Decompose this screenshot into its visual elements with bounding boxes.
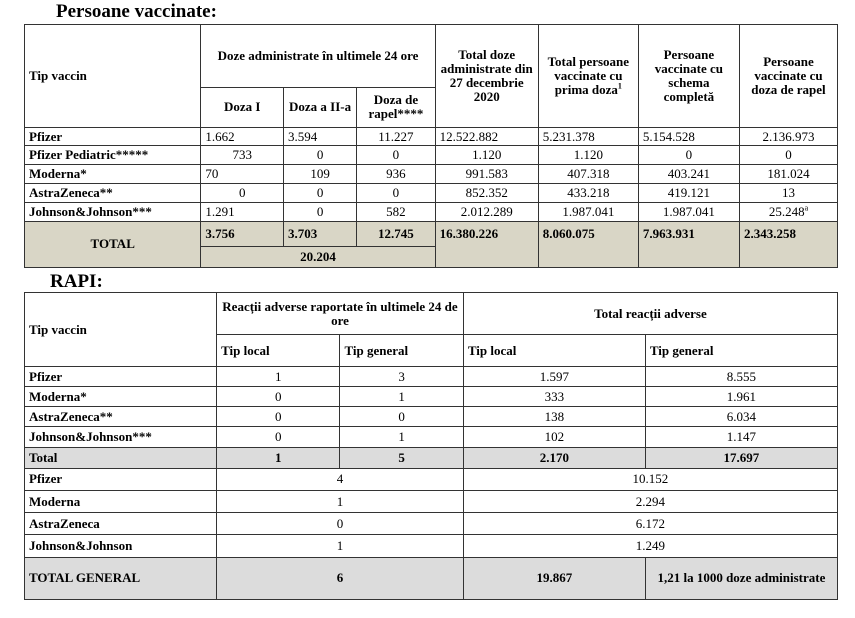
vaccine-name: AstraZeneca** bbox=[25, 184, 201, 203]
cell-prima: 407.318 bbox=[538, 165, 638, 184]
cell-local-total: 1.597 bbox=[463, 367, 645, 387]
total-schema: 7.963.931 bbox=[638, 221, 739, 267]
cell-rapel: 0 bbox=[357, 184, 435, 203]
total-general-total: 17.697 bbox=[645, 447, 837, 468]
total-row bbox=[25, 221, 838, 246]
cell-doza1: 733 bbox=[201, 146, 284, 165]
cell-rapel: 936 bbox=[357, 165, 435, 184]
header-doza-1: Doza I bbox=[201, 87, 284, 127]
cell-schema: 403.241 bbox=[638, 165, 739, 184]
cell-general-total: 1.147 bbox=[645, 427, 837, 447]
cell-local-total: 333 bbox=[463, 387, 645, 407]
vaccine-name: Pfizer bbox=[25, 367, 217, 387]
cell-prima: 1.120 bbox=[538, 146, 638, 165]
cell-general-total: 6.034 bbox=[645, 407, 837, 427]
cell-doza2: 0 bbox=[283, 184, 356, 203]
table-row bbox=[25, 427, 838, 447]
header-doza-2: Doza a II-a bbox=[283, 87, 356, 127]
summary-row bbox=[25, 513, 838, 535]
table-row bbox=[25, 146, 838, 165]
cell-doza2: 0 bbox=[283, 203, 356, 222]
cell-prima: 1.987.041 bbox=[538, 203, 638, 222]
cell-local-24h: 0 bbox=[217, 407, 340, 427]
cell-doza1: 1.662 bbox=[201, 127, 284, 146]
cell-doza1: 70 bbox=[201, 165, 284, 184]
table-row bbox=[25, 184, 838, 203]
cell-total: 2.012.289 bbox=[435, 203, 538, 222]
cell-rapel-total: 2.136.973 bbox=[739, 127, 837, 146]
cell-general-total: 1.961 bbox=[645, 387, 837, 407]
cell-prima: 5.231.378 bbox=[538, 127, 638, 146]
vaccine-name: Moderna* bbox=[25, 165, 201, 184]
vaccine-name: Pfizer bbox=[25, 127, 201, 146]
total-label: TOTAL bbox=[25, 221, 201, 267]
table-row bbox=[25, 387, 838, 407]
table-row bbox=[25, 203, 838, 222]
header-tip-vaccin-rapi: Tip vaccin bbox=[25, 293, 217, 367]
rapi-table bbox=[24, 292, 838, 600]
total-general-24h: 5 bbox=[340, 447, 463, 468]
cell-schema: 1.987.041 bbox=[638, 203, 739, 222]
total-row bbox=[25, 447, 838, 468]
cell-doza2: 0 bbox=[283, 146, 356, 165]
header-tip-local-24h: Tip local bbox=[217, 335, 340, 367]
cell-doza1: 0 bbox=[201, 184, 284, 203]
vaccine-name: Johnson&Johnson*** bbox=[25, 427, 217, 447]
vaccine-name: AstraZeneca bbox=[25, 513, 217, 535]
cell-total: 12.522.882 bbox=[435, 127, 538, 146]
cell-doza2: 109 bbox=[283, 165, 356, 184]
total-24h-sum: 20.204 bbox=[201, 246, 435, 267]
vaccine-name: Pfizer bbox=[25, 468, 217, 490]
cell-local-24h: 1 bbox=[217, 367, 340, 387]
cell-rapel-total: 181.024 bbox=[739, 165, 837, 184]
cell-reactii-24h: 0 bbox=[217, 513, 464, 535]
header-schema-completa: Persoane vaccinate cu schema completă bbox=[638, 25, 739, 128]
cell-prima: 433.218 bbox=[538, 184, 638, 203]
table-row bbox=[25, 407, 838, 427]
cell-local-24h: 0 bbox=[217, 427, 340, 447]
header-tip-general-total: Tip general bbox=[645, 335, 837, 367]
summary-row bbox=[25, 468, 838, 490]
cell-rapel-total: 13 bbox=[739, 184, 837, 203]
cell-rapel: 11.227 bbox=[357, 127, 435, 146]
cell-reactii-24h: 1 bbox=[217, 490, 464, 512]
cell-total: 852.352 bbox=[435, 184, 538, 203]
cell-local-24h: 0 bbox=[217, 387, 340, 407]
table-row bbox=[25, 165, 838, 184]
table-row bbox=[25, 367, 838, 387]
table-row bbox=[25, 127, 838, 146]
vaccine-name: Johnson&Johnson*** bbox=[25, 203, 201, 222]
vaccine-name: AstraZeneca** bbox=[25, 407, 217, 427]
header-total-reactii: Total reacții adverse bbox=[463, 293, 837, 335]
cell-rapel: 0 bbox=[357, 146, 435, 165]
cell-schema: 0 bbox=[638, 146, 739, 165]
total-local-total: 2.170 bbox=[463, 447, 645, 468]
cell-total: 1.120 bbox=[435, 146, 538, 165]
header-reactii-24h: Reacții adverse raportate în ultimele 24 de ore bbox=[217, 293, 464, 335]
header-doze-24h: Doze administrate în ultimele 24 ore bbox=[201, 25, 435, 88]
total-rapel: 12.745 bbox=[357, 221, 435, 246]
cell-general-total: 8.555 bbox=[645, 367, 837, 387]
total-label: Total bbox=[25, 447, 217, 468]
header-rapel-24h: Doza de rapel**** bbox=[357, 87, 435, 127]
cell-reactii-total: 10.152 bbox=[463, 468, 837, 490]
header-total-doze: Total doze administrate din 27 decembrie 2020 bbox=[435, 25, 538, 128]
header-tip-vaccin: Tip vaccin bbox=[25, 25, 201, 128]
total-doze: 16.380.226 bbox=[435, 221, 538, 267]
section-title-rapi: RAPI: bbox=[50, 271, 103, 292]
total-doza1: 3.756 bbox=[201, 221, 284, 246]
cell-reactii-total: 1.249 bbox=[463, 535, 837, 557]
cell-reactii-total: 2.294 bbox=[463, 490, 837, 512]
total-general-rate: 1,21 la 1000 doze administrate bbox=[645, 557, 837, 599]
cell-general-24h: 1 bbox=[340, 387, 463, 407]
cell-total: 991.583 bbox=[435, 165, 538, 184]
section-title-vaccinati: Persoane vaccinate: bbox=[56, 1, 217, 22]
vaccine-name: Moderna bbox=[25, 490, 217, 512]
summary-row bbox=[25, 490, 838, 512]
cell-local-total: 102 bbox=[463, 427, 645, 447]
cell-rapel: 582 bbox=[357, 203, 435, 222]
cell-local-total: 138 bbox=[463, 407, 645, 427]
cell-reactii-24h: 1 bbox=[217, 535, 464, 557]
cell-reactii-total: 6.172 bbox=[463, 513, 837, 535]
header-prima-doza: Total persoane vaccinate cu prima doza$^1$ bbox=[538, 25, 638, 128]
cell-schema: 5.154.528 bbox=[638, 127, 739, 146]
total-doza2: 3.703 bbox=[283, 221, 356, 246]
cell-rapel-total: 0 bbox=[739, 146, 837, 165]
total-general-row bbox=[25, 557, 838, 599]
total-prima: 8.060.075 bbox=[538, 221, 638, 267]
total-general-24h: 6 bbox=[217, 557, 464, 599]
header-doza-rapel: Persoane vaccinate cu doza de rapel bbox=[739, 25, 837, 128]
total-general-label: TOTAL GENERAL bbox=[25, 557, 217, 599]
cell-schema: 419.121 bbox=[638, 184, 739, 203]
vaccine-name: Johnson&Johnson bbox=[25, 535, 217, 557]
cell-rapel-total: 25.248$^a$ bbox=[739, 203, 837, 222]
cell-general-24h: 3 bbox=[340, 367, 463, 387]
vaccination-table bbox=[24, 24, 838, 268]
vaccine-name: Pfizer Pediatric***** bbox=[25, 146, 201, 165]
header-tip-local-total: Tip local bbox=[463, 335, 645, 367]
total-rapel-persoane: 2.343.258 bbox=[739, 221, 837, 267]
total-general-total: 19.867 bbox=[463, 557, 645, 599]
summary-row bbox=[25, 535, 838, 557]
total-local-24h: 1 bbox=[217, 447, 340, 468]
cell-general-24h: 1 bbox=[340, 427, 463, 447]
header-tip-general-24h: Tip general bbox=[340, 335, 463, 367]
cell-reactii-24h: 4 bbox=[217, 468, 464, 490]
vaccine-name: Moderna* bbox=[25, 387, 217, 407]
cell-doza2: 3.594 bbox=[283, 127, 356, 146]
cell-doza1: 1.291 bbox=[201, 203, 284, 222]
cell-general-24h: 0 bbox=[340, 407, 463, 427]
